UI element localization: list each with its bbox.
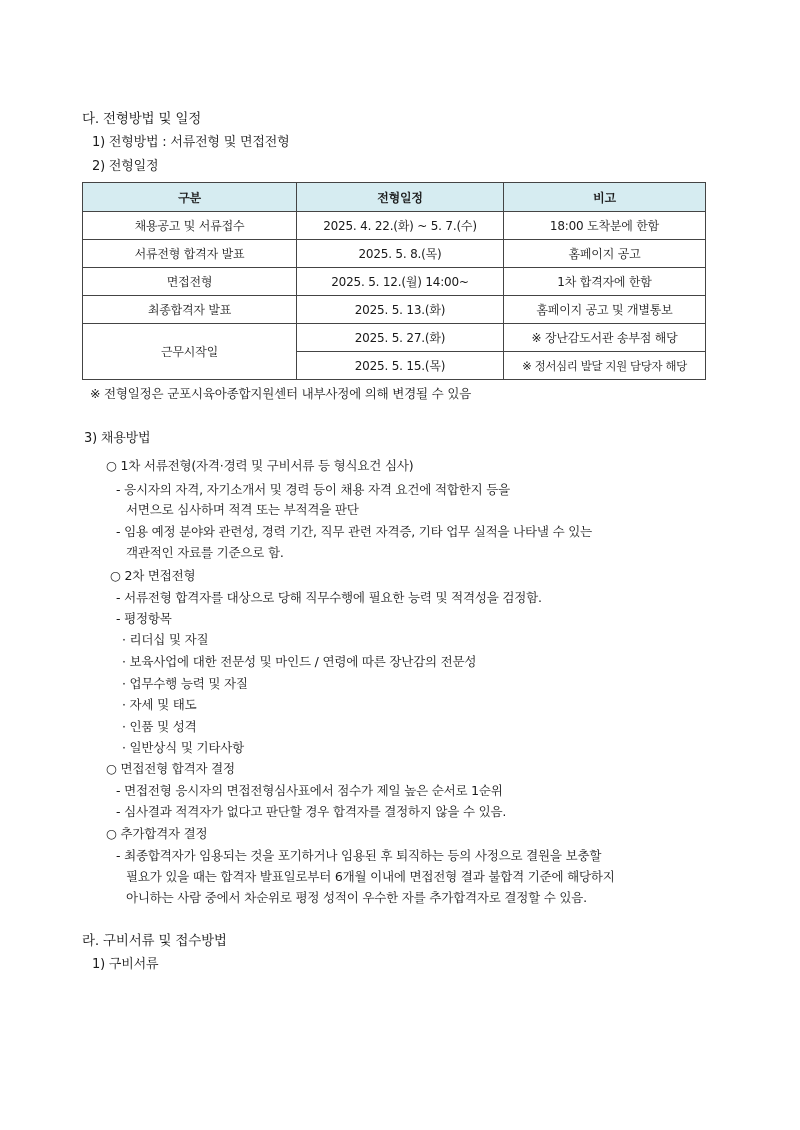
schedule-table xyxy=(82,182,706,380)
table-row xyxy=(83,296,706,324)
cell-date: 2025. 5. 15.(목) xyxy=(297,352,504,380)
table-row xyxy=(83,212,706,240)
cell-date: 2025. 5. 8.(목) xyxy=(297,240,504,268)
cell-note: 홈페이지 공고 및 개별통보 xyxy=(504,296,706,324)
additional-pass-text-cont: 아니하는 사람 중에서 차순위로 평정 성적이 우수한 자를 추가합격자로 결정할 수 있음. xyxy=(126,890,587,905)
cell-note: ※ 장난감도서관 송부점 해당 xyxy=(504,324,706,352)
table-header-row xyxy=(83,183,706,212)
evaluation-item: · 자세 및 태도 xyxy=(122,697,197,712)
evaluation-item: · 보육사업에 대한 전문성 및 마인드 / 연령에 따른 장난감의 전문성 xyxy=(122,654,477,669)
first-screening-bullet-cont: 객관적인 자료를 기준으로 함. xyxy=(126,545,284,560)
cell-note: 18:00 도착분에 한함 xyxy=(504,212,706,240)
second-interview-heading: ○ 2차 면접전형 xyxy=(110,568,196,583)
cell-category: 근무시작일 xyxy=(83,324,297,380)
interview-decision-bullet: - 면접전형 응시자의 면접전형심사표에서 점수가 제일 높은 순서로 1순위 xyxy=(116,783,503,798)
additional-pass-text: - 최종합격자가 임용되는 것을 포기하거나 임용된 후 퇴직하는 등의 사정으로 결원을 보충할 xyxy=(116,848,602,863)
first-screening-bullet: - 응시자의 자격, 자기소개서 및 경력 등이 채용 자격 요건에 적합한지 등을 xyxy=(116,482,510,497)
additional-pass-text-cont: 필요가 있을 때는 합격자 발표일로부터 6개월 이내에 면접전형 결과 불합격 기준에 해당하지 xyxy=(126,869,615,884)
table-row xyxy=(83,240,706,268)
cell-note: 1차 합격자에 한함 xyxy=(504,268,706,296)
schedule-footnote: ※ 전형일정은 군포시육아종합지원센터 내부사정에 의해 변경될 수 있음 xyxy=(90,386,472,401)
evaluation-item: · 일반상식 및 기타사항 xyxy=(122,740,244,755)
cell-category: 채용공고 및 서류접수 xyxy=(83,212,297,240)
cell-date: 2025. 5. 27.(화) xyxy=(297,324,504,352)
first-screening-bullet: - 임용 예정 분야와 관련성, 경력 기간, 직무 관련 자격증, 기타 업무 실적을 나타낼 수 있는 xyxy=(116,524,592,539)
schedule-title: 2) 전형일정 xyxy=(92,159,159,174)
evaluation-items-label: - 평정항목 xyxy=(116,611,172,626)
additional-pass-heading: ○ 추가합격자 결정 xyxy=(106,826,208,841)
table-row xyxy=(83,268,706,296)
recruit-method-title: 3) 채용방법 xyxy=(84,431,151,446)
interview-decision-heading: ○ 면접전형 합격자 결정 xyxy=(106,761,235,776)
section-da-title: 다. 전형방법 및 일정 xyxy=(82,111,202,127)
cell-category: 최종합격자 발표 xyxy=(83,296,297,324)
cell-category: 면접전형 xyxy=(83,268,297,296)
evaluation-item: · 인품 및 성격 xyxy=(122,719,197,734)
cell-note: 홈페이지 공고 xyxy=(504,240,706,268)
first-screening-heading: ○ 1차 서류전형(자격·경력 및 구비서류 등 형식요건 심사) xyxy=(106,458,414,473)
selection-method: 1) 전형방법 : 서류전형 및 면접전형 xyxy=(92,135,290,150)
cell-note: ※ 정서심리 발달 지원 담당자 해당 xyxy=(504,352,706,380)
second-interview-bullet: - 서류전형 합격자를 대상으로 당해 직무수행에 필요한 능력 및 적격성을 검정함. xyxy=(116,590,542,605)
evaluation-item: · 업무수행 능력 및 자질 xyxy=(122,676,248,691)
cell-date: 2025. 5. 12.(월) 14:00~ xyxy=(297,268,504,296)
interview-decision-bullet: - 심사결과 적격자가 없다고 판단할 경우 합격자를 결정하지 않을 수 있음. xyxy=(116,804,507,819)
required-docs-title: 1) 구비서류 xyxy=(92,957,159,972)
cell-date: 2025. 5. 13.(화) xyxy=(297,296,504,324)
evaluation-item: · 리더십 및 자질 xyxy=(122,632,209,647)
header-date: 전형일정 xyxy=(297,183,504,212)
cell-date: 2025. 4. 22.(화) ~ 5. 7.(수) xyxy=(297,212,504,240)
first-screening-bullet-cont: 서면으로 심사하며 적격 또는 부적격을 판단 xyxy=(126,502,359,517)
header-note: 비고 xyxy=(504,183,706,212)
header-category: 구분 xyxy=(83,183,297,212)
cell-category: 서류전형 합격자 발표 xyxy=(83,240,297,268)
table-row xyxy=(83,324,706,352)
section-ra-title: 라. 구비서류 및 접수방법 xyxy=(82,933,227,949)
